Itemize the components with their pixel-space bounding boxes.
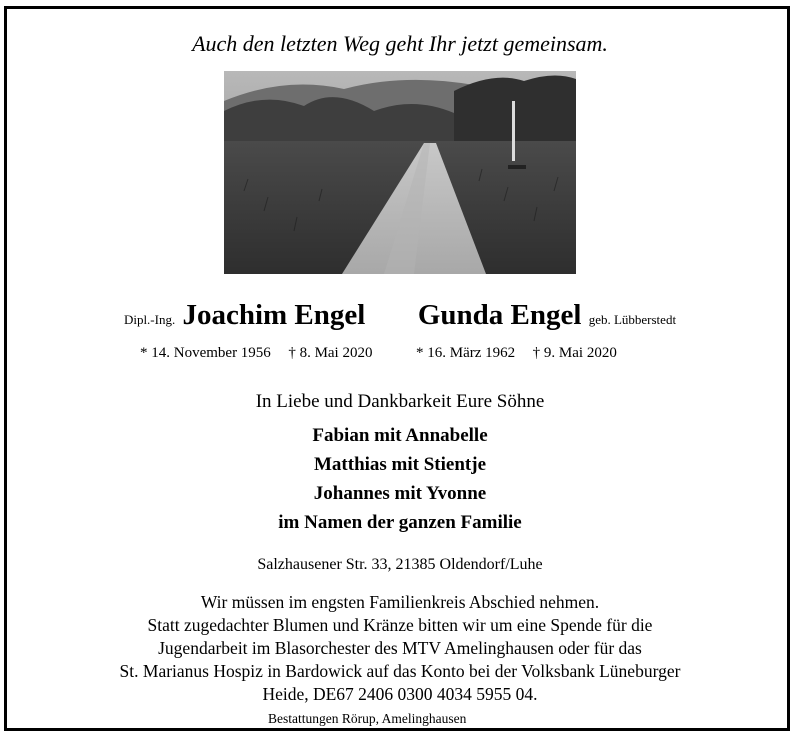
deceased-names-row <box>0 299 800 332</box>
notice-line: Wir müssen im engsten Familienkreis Abschied nehmen. <box>200 592 600 612</box>
person2-born: * 16. März 1962 <box>416 345 516 361</box>
undertaker-line: Bestattungen Rörup, Amelinghausen <box>268 711 467 726</box>
person2-dates <box>416 345 617 362</box>
notice-line: Jugendarbeit im Blasorchester des MTV Amelinghausen oder für das <box>158 638 642 658</box>
path-landscape-photo <box>224 71 576 274</box>
notice-line: St. Marianus Hospiz in Bardowick auf das Konto bei der Volksbank Lüneburger <box>119 661 681 681</box>
motto-text: Auch den letzten Weg geht Ihr jetzt gemeinsam. <box>192 31 608 56</box>
mourner-line: Fabian mit Annabelle <box>312 425 488 446</box>
notice-line: Heide, DE67 2406 0300 4034 5955 04. <box>262 684 538 704</box>
person2-died: † 9. Mai 2020 <box>532 345 617 361</box>
person1-born: * 14. November 1956 <box>140 345 271 361</box>
person1-died: † 8. Mai 2020 <box>288 345 373 361</box>
person1-prefix: Dipl.-Ing. <box>123 312 176 327</box>
person1-dates <box>140 345 372 362</box>
person2-name: Gunda Engel <box>417 299 582 331</box>
mourner-line: im Namen der ganzen Familie <box>278 512 522 533</box>
person2-suffix: geb. Lübberstedt <box>588 312 677 327</box>
thanks-line: In Liebe und Dankbarkeit Eure Söhne <box>255 391 545 412</box>
person1-name: Joachim Engel <box>182 299 366 331</box>
mourner-line: Matthias mit Stientje <box>313 454 487 475</box>
address-line: Salzhausener Str. 33, 21385 Oldendorf/Luhe <box>257 556 543 573</box>
notice-line: Statt zugedachter Blumen und Kränze bitten wir um eine Spende für die <box>147 615 653 635</box>
mourner-line: Johannes mit Yvonne <box>313 483 487 504</box>
